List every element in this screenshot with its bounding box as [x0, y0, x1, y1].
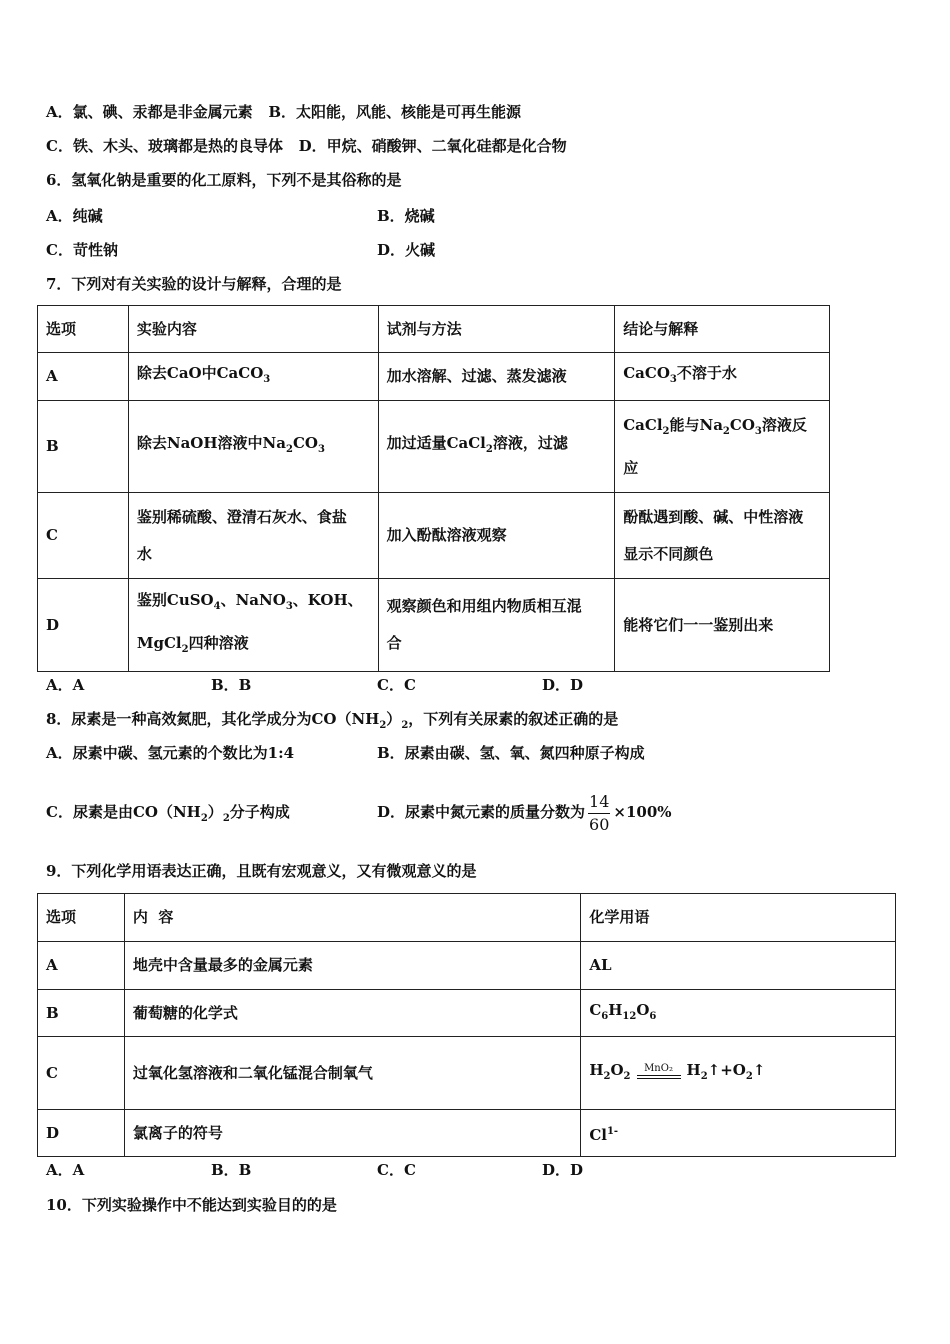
- q7-row-b: [38, 401, 830, 493]
- q7-row-a-conclusion: CaCO$_3$不溶于水: [615, 353, 830, 401]
- q9-row-b-term: $C_6H_{12}O_6$: [581, 990, 896, 1037]
- q7-header-conclusion: 结论与解释: [615, 306, 830, 353]
- q6-option-a: A．纯碱: [46, 207, 103, 225]
- q8-option-d: D．尿素中氮元素的质量分数为 $\frac{14}{60}$ ×100%: [377, 791, 672, 834]
- q9-row-b-content: 葡萄糖的化学式: [124, 990, 580, 1037]
- q9-row-d: [38, 1110, 896, 1157]
- q7-row-d-label: D: [38, 579, 129, 672]
- q9-row-a-content: 地壳中含量最多的金属元素: [124, 942, 580, 990]
- q7-answer-a: A．A: [46, 676, 85, 694]
- q7-row-b-label: B: [38, 401, 129, 493]
- q7-row-c-method: 加入酚酞溶液观察: [378, 493, 615, 579]
- reaction-arrow: MnO₂: [637, 1063, 681, 1079]
- q7-row-b-conclusion: CaCl$_2$能与$Na_2CO_3$溶液反 应: [615, 401, 830, 493]
- q7-row-b-method: 加过适量CaCl$_2$溶液，过滤: [378, 401, 615, 493]
- q9-header-row: [38, 894, 896, 942]
- q5-option-c: C．铁、木头、玻璃都是热的良导体: [46, 137, 283, 155]
- q7-answer-c: C．C: [377, 676, 416, 694]
- q7-header-content: 实验内容: [128, 306, 378, 353]
- q7-header-row: [38, 306, 830, 353]
- q7-row-c-conclusion: 酚酞遇到酸、碱、中性溶液 显示不同颜色: [615, 493, 830, 579]
- q9-row-c-content: 过氧化氢溶液和二氧化锰混合制氧气: [124, 1037, 580, 1110]
- q9-row-b: [38, 990, 896, 1037]
- nitrogen-fraction: $\frac{14}{60}$: [589, 791, 610, 834]
- q9-row-a-term: AL: [581, 942, 896, 990]
- q10-stem: 10．下列实验操作中不能达到实验目的的是: [46, 1196, 337, 1214]
- q9-row-d-term: $Cl^{1-}$: [581, 1110, 896, 1157]
- q6-option-d: D．火碱: [377, 241, 436, 259]
- q7-row-d-conclusion: 能将它们一一鉴别出来: [615, 579, 830, 672]
- q7-row-d-method: 观察颜色和用组内物质相互混 合: [378, 579, 615, 672]
- q9-answer-b: B．B: [211, 1161, 252, 1179]
- q7-row-c-label: C: [38, 493, 129, 579]
- q9-row-c: [38, 1037, 896, 1110]
- q9-table: [37, 893, 896, 1157]
- q9-row-a: [38, 942, 896, 990]
- q7-row-a: [38, 353, 830, 401]
- q5-option-b: B．太阳能，风能、核能是可再生能源: [268, 103, 521, 121]
- q5-option-row-1: [46, 102, 521, 122]
- q7-header-option: 选项: [38, 306, 129, 353]
- q7-row-c-content: 鉴别稀硫酸、澄清石灰水、食盐 水: [128, 493, 378, 579]
- q7-row-d-content: 鉴别CuSO$_4$、NaNO$_3$、KOH、 MgCl$_2$四种溶液: [128, 579, 378, 672]
- q5-option-row-2: [46, 136, 567, 156]
- q7-row-a-label: A: [38, 353, 129, 401]
- q9-answer-a: A．A: [46, 1161, 85, 1179]
- q9-row-b-label: B: [38, 990, 125, 1037]
- q7-table: [37, 305, 830, 672]
- q9-header-term: 化学用语: [581, 894, 896, 942]
- q9-header-content: 内 容: [124, 894, 580, 942]
- q7-row-c: [38, 493, 830, 579]
- q9-header-option: 选项: [38, 894, 125, 942]
- q7-row-a-content: 除去CaO中CaCO$_3$: [128, 353, 378, 401]
- q9-row-d-label: D: [38, 1110, 125, 1157]
- q5-option-a: A．氯、碘、汞都是非金属元素: [46, 103, 253, 121]
- q8-option-a: A．尿素中碳、氢元素的个数比为1:4: [46, 744, 295, 762]
- q7-row-a-method: 加水溶解、过滤、蒸发滤液: [378, 353, 615, 401]
- q9-row-c-term: $H_2O_2$ MnO₂ $H_2↑+O_2↑$: [581, 1037, 896, 1110]
- q6-option-b: B．烧碱: [377, 207, 435, 225]
- q5-option-d: D．甲烷、硝酸钾、二氧化硅都是化合物: [298, 137, 567, 155]
- q9-stem: 9．下列化学用语表达正确，且既有宏观意义，又有微观意义的是: [46, 862, 477, 880]
- q8-stem: 8．尿素是一种高效氮肥，其化学成分为$CO(NH_2)_2$，下列有关尿素的叙述正确的是: [46, 710, 619, 731]
- q8-option-b: B．尿素由碳、氢、氧、氮四种原子构成: [377, 744, 645, 762]
- q7-stem: 7．下列对有关实验的设计与解释，合理的是: [46, 275, 342, 293]
- q7-row-b-content: 除去NaOH溶液中$Na_2CO_3$: [128, 401, 378, 493]
- q9-answer-d: D．D: [542, 1161, 584, 1179]
- q6-option-c: C．苛性钠: [46, 241, 118, 259]
- q7-answer-b: B．B: [211, 676, 252, 694]
- q9-row-c-label: C: [38, 1037, 125, 1110]
- q7-row-d: [38, 579, 830, 672]
- q9-row-d-content: 氯离子的符号: [124, 1110, 580, 1157]
- q6-stem: 6．氢氧化钠是重要的化工原料，下列不是其俗称的是: [46, 171, 402, 189]
- q7-answer-d: D．D: [542, 676, 584, 694]
- q9-answer-c: C．C: [377, 1161, 416, 1179]
- q8-option-c: C．尿素是由$CO(NH_2)_2$分子构成: [46, 803, 290, 824]
- q7-header-method: 试剂与方法: [378, 306, 615, 353]
- q9-row-a-label: A: [38, 942, 125, 990]
